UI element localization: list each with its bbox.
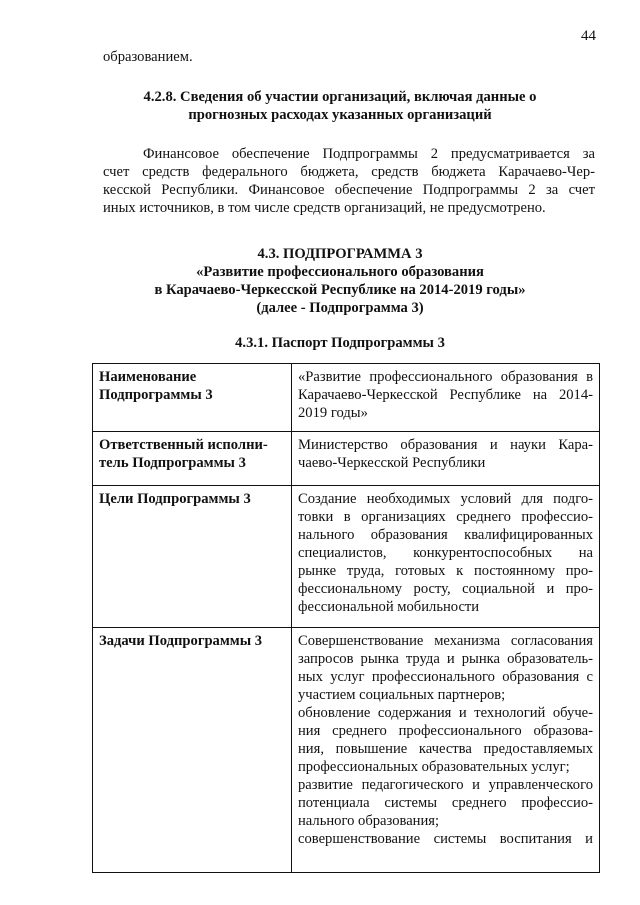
row-value-goals: Создание необходимых условий для подго- товки в организациях среднего профессио- нального образования квалифицированных специалистов, конкурентоспособных на рынке труда, готовых к постоянному про- фессиональному росту, социальной и про- фессиональной мобильности <box>292 486 600 628</box>
row-label-executor: Ответственный исполни- тель Подпрограммы 3 <box>93 432 292 486</box>
row-value-executor: Министерство образования и науки Кара- чаево-Черкесской Республики <box>292 432 600 486</box>
table-row <box>93 364 600 432</box>
row-label-name: Наименование Подпрограммы 3 <box>93 364 292 432</box>
row-value-name: «Развитие профессионального образования в Карачаево-Черкесской Республике на 2014- 2019 годы» <box>292 364 600 432</box>
passport-title: 4.3.1. Паспорт Подпрограммы 3 <box>235 335 445 351</box>
table-row <box>93 486 600 628</box>
row-label-goals: Цели Подпрограммы 3 <box>93 486 292 628</box>
table-row <box>93 432 600 486</box>
row-label-tasks: Задачи Подпрограммы 3 <box>93 628 292 873</box>
table-row <box>93 628 600 873</box>
row-value-tasks: Совершенствование механизма согласования запросов рынка труда и рынка образователь- ных услуг профессионального образования с участием социальных партнеров; обновление содержания и технологий обуче- ния среднего профессионального образова- ния, повышение качества предоставляемых профессиональных образовательных услуг; развитие педагогического и управленческого потенциала системы среднего профессио- нального образования; совершенствование системы воспитания и <box>292 628 600 873</box>
page-number: 44 <box>581 28 596 44</box>
intro-tail: образованием. <box>103 49 193 65</box>
passport-table <box>92 363 600 873</box>
